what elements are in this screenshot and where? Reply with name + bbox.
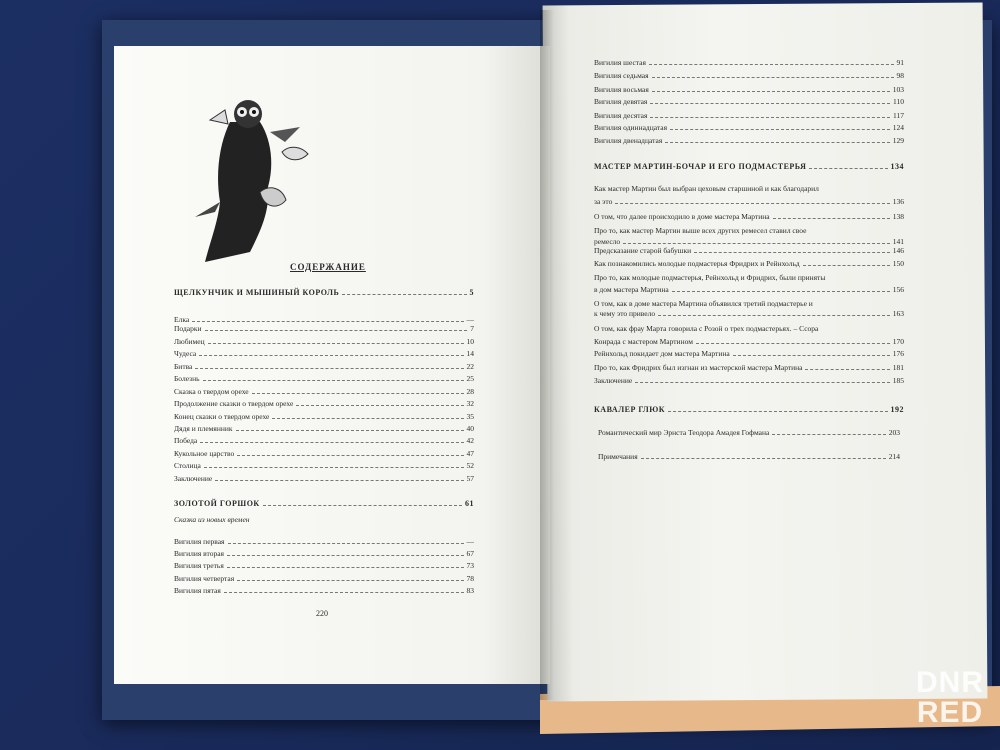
toc-row bbox=[594, 259, 904, 268]
nutcracker-illustration bbox=[190, 92, 320, 267]
toc-row bbox=[174, 424, 474, 433]
toc-page-number: 192 bbox=[890, 405, 904, 414]
toc-row bbox=[174, 561, 474, 570]
toc-title: Конрада с мастером Мартином bbox=[594, 337, 693, 346]
toc-title: Заключение bbox=[594, 376, 633, 385]
toc-row bbox=[594, 197, 904, 206]
toc-page-number: 42 bbox=[466, 436, 474, 445]
toc-title: к чему это привело bbox=[594, 309, 656, 318]
toc-row bbox=[594, 184, 904, 193]
toc-row bbox=[174, 574, 474, 583]
toc-title: Примечания bbox=[598, 452, 638, 461]
dot-leader bbox=[224, 592, 464, 593]
toc-title: в дом мастера Мартина bbox=[594, 285, 669, 294]
dot-leader bbox=[215, 480, 463, 481]
toc-title: Кукольное царство bbox=[174, 449, 235, 458]
dot-leader bbox=[733, 355, 890, 356]
book-gutter bbox=[540, 10, 554, 700]
dot-leader bbox=[237, 580, 463, 581]
dot-leader bbox=[263, 505, 462, 506]
toc-row bbox=[594, 299, 904, 308]
toc-page-number: 176 bbox=[892, 349, 904, 358]
toc-title: Про то, как молодые подмастерья, Рейнхольд и Фридрих, были приняты bbox=[594, 273, 826, 282]
toc-row bbox=[174, 387, 474, 396]
toc-row bbox=[594, 376, 904, 385]
toc-title: Заключение bbox=[174, 474, 213, 483]
toc-title: Как познакомились молодые подмастерья Фридрих и Рейнхольд bbox=[594, 259, 800, 268]
dot-leader bbox=[650, 117, 890, 118]
toc-page-number: 103 bbox=[892, 85, 904, 94]
dot-leader bbox=[672, 291, 890, 292]
toc-title: Любимец bbox=[174, 337, 205, 346]
toc-page-number: 47 bbox=[466, 449, 474, 458]
toc-row bbox=[174, 362, 474, 371]
toc-row bbox=[594, 58, 904, 67]
toc-page-number: 163 bbox=[892, 309, 904, 318]
toc-page-number: 214 bbox=[888, 452, 900, 461]
toc-title: Столица bbox=[174, 461, 201, 470]
toc-page-number: 170 bbox=[892, 337, 904, 346]
dot-leader bbox=[342, 294, 466, 295]
watermark-logo bbox=[908, 668, 992, 728]
toc-page-number: 124 bbox=[892, 123, 904, 132]
toc-title: О том, что далее происходило в доме мастера Мартина bbox=[594, 212, 770, 221]
toc-title: ЗОЛОТОЙ ГОРШОК bbox=[174, 499, 260, 508]
toc-title: Романтический мир Эрнста Теодора Амадея Гофмана bbox=[598, 428, 770, 437]
toc-page-number: 141 bbox=[892, 237, 904, 246]
toc-page-number: 14 bbox=[466, 349, 474, 358]
toc-page-number: 7 bbox=[470, 324, 474, 333]
toc-section-row bbox=[174, 499, 474, 508]
toc-row bbox=[174, 374, 474, 383]
dot-leader bbox=[237, 455, 463, 456]
dot-leader bbox=[272, 418, 463, 419]
toc-section-row bbox=[594, 162, 904, 171]
toc-page-number: 117 bbox=[893, 111, 904, 120]
toc-title: МАСТЕР МАРТИН-БОЧАР И ЕГО ПОДМАСТЕРЬЯ bbox=[594, 162, 807, 171]
page-number: 220 bbox=[316, 609, 328, 618]
toc-row bbox=[594, 85, 904, 94]
toc-page-number: 136 bbox=[892, 197, 904, 206]
toc-row bbox=[594, 212, 904, 221]
toc-row bbox=[174, 515, 474, 524]
toc-title: Елка bbox=[174, 315, 190, 324]
toc-page-number: 67 bbox=[466, 549, 474, 558]
dot-leader bbox=[236, 430, 464, 431]
toc-row bbox=[594, 123, 904, 132]
toc-title: Сказка о твердом орехе bbox=[174, 387, 249, 396]
toc-page-number: 57 bbox=[466, 474, 474, 483]
toc-row bbox=[594, 285, 904, 294]
toc-row bbox=[174, 436, 474, 445]
dot-leader bbox=[773, 218, 890, 219]
toc-row bbox=[594, 97, 904, 106]
toc-page-number: 129 bbox=[892, 136, 904, 145]
dot-leader bbox=[665, 142, 889, 143]
toc-section-row bbox=[594, 405, 904, 414]
toc-row bbox=[594, 246, 904, 255]
toc-title: Вигилия девятая bbox=[594, 97, 648, 106]
dot-leader bbox=[623, 243, 890, 244]
toc-page-number: 78 bbox=[466, 574, 474, 583]
toc-row bbox=[598, 428, 900, 437]
watermark-line: DNR bbox=[916, 666, 984, 699]
toc-row bbox=[594, 273, 904, 282]
toc-title: Подарки bbox=[174, 324, 202, 333]
toc-page-number: 185 bbox=[892, 376, 904, 385]
dot-leader bbox=[694, 252, 890, 253]
toc-page-number: 110 bbox=[893, 97, 904, 106]
toc-page-number: 61 bbox=[465, 499, 474, 508]
dot-leader bbox=[227, 555, 464, 556]
toc-row bbox=[174, 315, 474, 324]
toc-page-number: 32 bbox=[466, 399, 474, 408]
toc-row bbox=[594, 324, 904, 333]
toc-title: Битва bbox=[174, 362, 193, 371]
toc-row bbox=[594, 111, 904, 120]
toc-page-number: 181 bbox=[892, 363, 904, 372]
toc-page-number: 150 bbox=[892, 259, 904, 268]
toc-title: Победа bbox=[174, 436, 198, 445]
toc-row bbox=[174, 349, 474, 358]
dot-leader bbox=[252, 393, 464, 394]
dot-leader bbox=[199, 355, 463, 356]
toc-title: Вигилия восьмая bbox=[594, 85, 649, 94]
toc-title: ремесло bbox=[594, 237, 621, 246]
toc-page-number: 25 bbox=[466, 374, 474, 383]
dot-leader bbox=[203, 380, 464, 381]
toc-row bbox=[598, 452, 900, 461]
toc-page-number: 35 bbox=[466, 412, 474, 421]
toc-title: Вигилия десятая bbox=[594, 111, 648, 120]
toc-title: ЩЕЛКУНЧИК И МЫШИНЫЙ КОРОЛЬ bbox=[174, 288, 340, 297]
toc-row bbox=[174, 324, 474, 333]
dot-leader bbox=[205, 330, 468, 331]
toc-title: Продолжение сказки о твердом орехе bbox=[174, 399, 294, 408]
toc-title: Дядя и племянник bbox=[174, 424, 233, 433]
toc-title: Вигилия четвертая bbox=[174, 574, 235, 583]
toc-title: Чудеса bbox=[174, 349, 197, 358]
toc-title: Вигилия шестая bbox=[594, 58, 646, 67]
toc-page-number: 146 bbox=[892, 246, 904, 255]
toc-page-number: 22 bbox=[466, 362, 474, 371]
dot-leader bbox=[809, 168, 887, 169]
toc-row bbox=[174, 549, 474, 558]
toc-row bbox=[174, 537, 474, 546]
dot-leader bbox=[635, 382, 890, 383]
toc-title: Про то, как Фридрих был изгнан из мастерской мастера Мартина bbox=[594, 363, 803, 372]
toc-page-number: 134 bbox=[890, 162, 904, 171]
toc-title: за это bbox=[594, 197, 613, 206]
toc-title: Вигилия пятая bbox=[174, 586, 221, 595]
toc-title: Рейнхольд покидает дом мастера Мартина bbox=[594, 349, 730, 358]
toc-section-row bbox=[174, 288, 474, 297]
dot-leader bbox=[652, 77, 894, 78]
dot-leader bbox=[204, 467, 464, 468]
toc-row bbox=[174, 412, 474, 421]
toc-page-number: 5 bbox=[469, 288, 474, 297]
toc-row bbox=[174, 399, 474, 408]
dot-leader bbox=[668, 411, 887, 412]
dot-leader bbox=[192, 321, 463, 322]
toc-title: Про то, как мастер Мартин выше всех других ремесел ставил свое bbox=[594, 226, 807, 235]
dot-leader bbox=[650, 103, 890, 104]
toc-row bbox=[594, 237, 904, 246]
dot-leader bbox=[195, 368, 463, 369]
dot-leader bbox=[649, 64, 894, 65]
toc-row bbox=[594, 337, 904, 346]
toc-page-number: 40 bbox=[466, 424, 474, 433]
dot-leader bbox=[670, 129, 890, 130]
toc-row bbox=[594, 363, 904, 372]
toc-page-number: 203 bbox=[888, 428, 900, 437]
toc-title: Болезнь bbox=[174, 374, 200, 383]
dot-leader bbox=[641, 458, 886, 459]
toc-page-number: 52 bbox=[466, 461, 474, 470]
toc-page-number: 73 bbox=[466, 561, 474, 570]
dot-leader bbox=[208, 343, 464, 344]
toc-title: Вигилия двенадцатая bbox=[594, 136, 663, 145]
dot-leader bbox=[200, 442, 463, 443]
dot-leader bbox=[296, 405, 463, 406]
toc-row bbox=[174, 449, 474, 458]
watermark-line: RED bbox=[916, 696, 984, 729]
toc-page-number: — bbox=[466, 537, 474, 546]
dot-leader bbox=[696, 343, 890, 344]
toc-page-number: 83 bbox=[466, 586, 474, 595]
toc-title: Вигилия первая bbox=[174, 537, 225, 546]
toc-page-number: 28 bbox=[466, 387, 474, 396]
toc-title: Конец сказки о твердом орехе bbox=[174, 412, 270, 421]
toc-row bbox=[174, 337, 474, 346]
dot-leader bbox=[652, 91, 890, 92]
toc-title: Сказка из новых времен bbox=[174, 515, 250, 524]
toc-title: Предсказание старой бабушки bbox=[594, 246, 692, 255]
toc-page-number: 91 bbox=[896, 58, 904, 67]
toc-page-number: 156 bbox=[892, 285, 904, 294]
toc-heading: СОДЕРЖАНИЕ bbox=[290, 262, 366, 272]
dot-leader bbox=[227, 567, 464, 568]
dot-leader bbox=[615, 203, 889, 204]
dot-leader bbox=[772, 434, 885, 435]
toc-title: О том, как в доме мастера Мартина объявился третий подмастерье и bbox=[594, 299, 813, 308]
toc-title: Вигилия вторая bbox=[174, 549, 224, 558]
toc-title: КАВАЛЕР ГЛЮК bbox=[594, 405, 666, 414]
toc-row bbox=[174, 586, 474, 595]
toc-row bbox=[174, 461, 474, 470]
toc-row bbox=[174, 474, 474, 483]
toc-title: Вигилия седьмая bbox=[594, 71, 649, 80]
dot-leader bbox=[228, 543, 464, 544]
toc-title: О том, как фрау Марта говорила с Розой о трех подмастерьях. – Ссора bbox=[594, 324, 819, 333]
toc-page-number: 10 bbox=[466, 337, 474, 346]
toc-title: Как мастер Мартин был выбран цеховым старшиной и как благодарил bbox=[594, 184, 819, 193]
toc-row bbox=[594, 309, 904, 318]
toc-page-number: 98 bbox=[896, 71, 904, 80]
dot-leader bbox=[658, 315, 890, 316]
dot-leader bbox=[803, 265, 890, 266]
toc-row bbox=[594, 71, 904, 80]
toc-title: Вигилия одиннадцатая bbox=[594, 123, 668, 132]
toc-row bbox=[594, 136, 904, 145]
toc-page-number: — bbox=[466, 315, 474, 324]
toc-page-number: 138 bbox=[892, 212, 904, 221]
dot-leader bbox=[805, 369, 889, 370]
toc-row bbox=[594, 226, 904, 235]
toc-row bbox=[594, 349, 904, 358]
toc-title: Вигилия третья bbox=[174, 561, 224, 570]
